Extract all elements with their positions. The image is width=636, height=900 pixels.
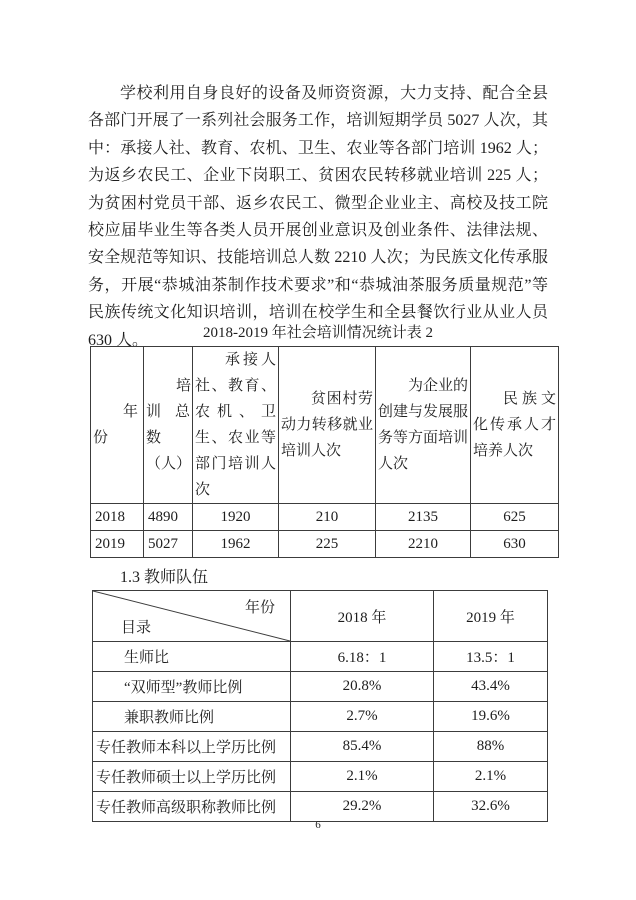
row-label: 专任教师硕士以上学历比例 bbox=[93, 762, 291, 792]
table1-title: 2018-2019 年社会培训情况统计表 2 bbox=[203, 325, 433, 341]
th-enterprise-service: 为企业的创建与发展服务等方面培训人次 bbox=[376, 347, 471, 504]
cell-year: 2019 bbox=[91, 531, 144, 558]
value-2018: 6.18：1 bbox=[291, 642, 434, 672]
corner-label-year: 年份 bbox=[244, 600, 275, 616]
cell-dept: 1962 bbox=[193, 531, 279, 558]
cell-enterprise: 2210 bbox=[376, 531, 471, 558]
table2-row-student-teacher-ratio bbox=[93, 642, 548, 672]
table2-header-row bbox=[93, 591, 548, 642]
value-2019: 88% bbox=[434, 732, 548, 762]
th-2019: 2019 年 bbox=[434, 591, 548, 642]
table1-row-2018 bbox=[91, 504, 559, 531]
value-2019: 43.4% bbox=[434, 672, 548, 702]
row-label: 兼职教师比例 bbox=[93, 702, 291, 732]
value-2019: 32.6% bbox=[434, 792, 548, 822]
th-poverty-labor-transfer: 贫困村劳动力转移就业培训人次 bbox=[279, 347, 376, 504]
cell-ethnic: 630 bbox=[471, 531, 559, 558]
section-heading: 1.3 教师队伍 bbox=[120, 569, 209, 586]
th-2018: 2018 年 bbox=[291, 591, 434, 642]
th-dept-training: 承接人社、教育、农机、卫生、农业等部门培训人次 bbox=[193, 347, 279, 504]
diagonal-header-cell bbox=[93, 591, 291, 642]
cell-dept: 1920 bbox=[193, 504, 279, 531]
th-year: 年份 bbox=[91, 347, 144, 504]
corner-label-category: 目录 bbox=[121, 620, 152, 636]
row-label: “双师型”教师比例 bbox=[93, 672, 291, 702]
table2-row-parttime-teachers bbox=[93, 702, 548, 732]
page-number: 6 bbox=[315, 819, 321, 831]
th-total-trained: 培训总数（人） bbox=[144, 347, 193, 504]
table2-row-senior-title-ratio bbox=[93, 792, 548, 822]
social-training-table bbox=[90, 346, 559, 558]
value-2018: 29.2% bbox=[291, 792, 434, 822]
value-2018: 20.8% bbox=[291, 672, 434, 702]
cell-year: 2018 bbox=[91, 504, 144, 531]
table2-row-master-degree-ratio bbox=[93, 762, 548, 792]
cell-poverty: 210 bbox=[279, 504, 376, 531]
teacher-stats-table bbox=[92, 590, 548, 822]
row-label: 生师比 bbox=[93, 642, 291, 672]
cell-total: 5027 bbox=[144, 531, 193, 558]
cell-total: 4890 bbox=[144, 504, 193, 531]
row-label: 专任教师本科以上学历比例 bbox=[93, 732, 291, 762]
body-paragraph: 学校利用自身良好的设备及师资资源，大力支持、配合全县各部门开展了一系列社会服务工作，培训短期学员 5027 人次，其中：承接人社、教育、农机、卫生、农业等各部门培训 1962 人；为返乡农民工、企业下岗职工、贫困农民转移就业培训 225 人；为贫困村党员干部、返乡农民工、微型企业业主、高校及技工院校应届毕业生等各类人员开展创业意识及创业条件、法律法规、安全规范等知识、技能培训总人数 2210 人次；为民族文化传承服务，开展“恭城油茶制作技术要求”和“恭城油茶服务质量规范”等民族传统文化知识培训，培训在校学生和全县餐饮行业从业人员 630 人。 bbox=[88, 85, 548, 349]
value-2019: 13.5：1 bbox=[434, 642, 548, 672]
row-label: 专任教师高级职称教师比例 bbox=[93, 792, 291, 822]
cell-ethnic: 625 bbox=[471, 504, 559, 531]
table2-row-dual-qualified-teachers bbox=[93, 672, 548, 702]
th-ethnic-culture: 民族文化传承人才培养人次 bbox=[471, 347, 559, 504]
value-2018: 2.1% bbox=[291, 762, 434, 792]
table2-row-bachelor-degree-ratio bbox=[93, 732, 548, 762]
table1-header-row bbox=[91, 347, 559, 504]
table1-row-2019 bbox=[91, 531, 559, 558]
value-2018: 2.7% bbox=[291, 702, 434, 732]
value-2019: 2.1% bbox=[434, 762, 548, 792]
value-2019: 19.6% bbox=[434, 702, 548, 732]
cell-poverty: 225 bbox=[279, 531, 376, 558]
cell-enterprise: 2135 bbox=[376, 504, 471, 531]
value-2018: 85.4% bbox=[291, 732, 434, 762]
